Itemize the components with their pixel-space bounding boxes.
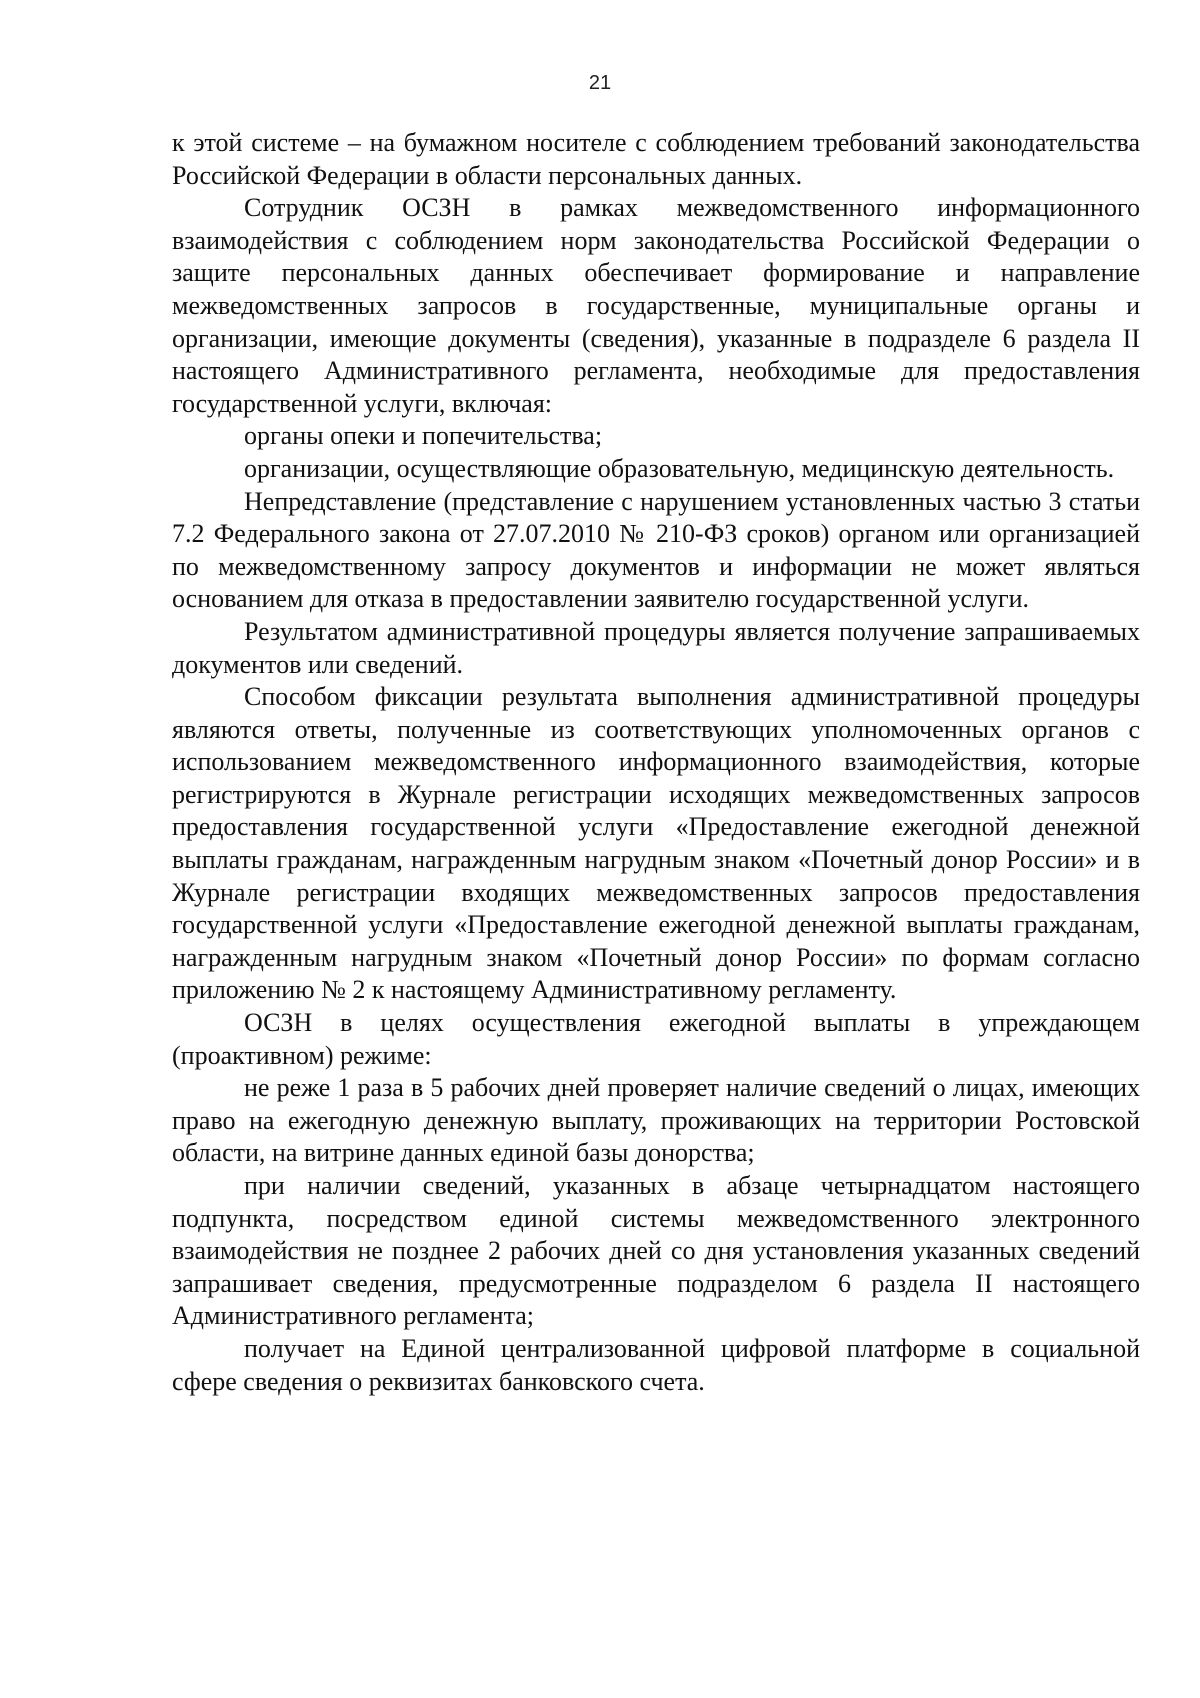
- paragraph-interagency-requests: Сотрудник ОСЗН в рамках межведомственного информационного взаимодействия с соблюдением норм законодательства Российской Федерации о защите персональных данных обеспечивает формирование и направление межведомственных запросов в государственные, муниципальные органы и организации, имеющие документы (сведения), указанные в подразделе 6 раздела II настоящего Административного регламента, необходимые для предоставления государственной услуги, включая:: [172, 193, 1140, 418]
- list-item-requests-info: при наличии сведений, указанных в абзаце четырнадцатом настоящего подпункта, посредством единой системы межведомственного электронного взаимодействия не позднее 2 рабочих дней со дня установления указанных сведений запрашивает сведения, предусмотренные подразделом 6 раздела II настоящего Административного регламента;: [172, 1171, 1140, 1331]
- list-item-bank-details: получает на Единой централизованной цифровой платформе в социальной сфере сведения о реквизитах банковского счета.: [172, 1333, 1140, 1396]
- list-item-guardianship-bodies: органы опеки и попечительства;: [244, 421, 603, 451]
- paragraph-non-submission: Непредставление (представление с нарушением установленных частью 3 статьи 7.2 Федерального закона от 27.07.2010 № 210-ФЗ сроков) органом или организацией по межведомственному запросу документов и информации не может являться основанием для отказа в предоставлении заявителю государственной услуги.: [172, 486, 1140, 614]
- document-body: [172, 127, 1140, 1398]
- list-item-organizations: организации, осуществляющие образовательную, медицинскую деятельность.: [244, 453, 1115, 483]
- paragraph-continuation: к этой системе – на бумажном носителе с соблюдением требований законодательства Российской Федерации в области персональных данных.: [172, 128, 1140, 190]
- page-number: 21: [588, 72, 612, 94]
- paragraph-result-fixation: Способом фиксации результата выполнения административной процедуры являются ответы, полученные из соответствующих уполномоченных органов с использованием межведомственного информационного взаимодействия, которые регистрируются в Журнале регистрации исходящих межведомственных запросов предоставления государственной услуги «Предоставление ежегодной денежной выплаты гражданам, награжденным нагрудным знаком «Почетный донор России» и в Журнале регистрации входящих межведомственных запросов предоставления государственной услуги «Предоставление ежегодной денежной выплаты гражданам, награжденным нагрудным знаком «Почетный донор России» по формам согласно приложению № 2 к настоящему Административному регламенту.: [172, 682, 1140, 1005]
- list-item-checks-data: не реже 1 раза в 5 рабочих дней проверяет наличие сведений о лицах, имеющих право на ежегодную денежную выплату, проживающих на территории Ростовской области, на витрине данных единой базы донорства;: [172, 1073, 1140, 1168]
- paragraph-proactive-mode: ОСЗН в целях осуществления ежегодной выплаты в упреждающем (проактивном) режиме:: [172, 1008, 1140, 1070]
- paragraph-procedure-result: Результатом административной процедуры является получение запрашиваемых документов или сведений.: [172, 616, 1140, 679]
